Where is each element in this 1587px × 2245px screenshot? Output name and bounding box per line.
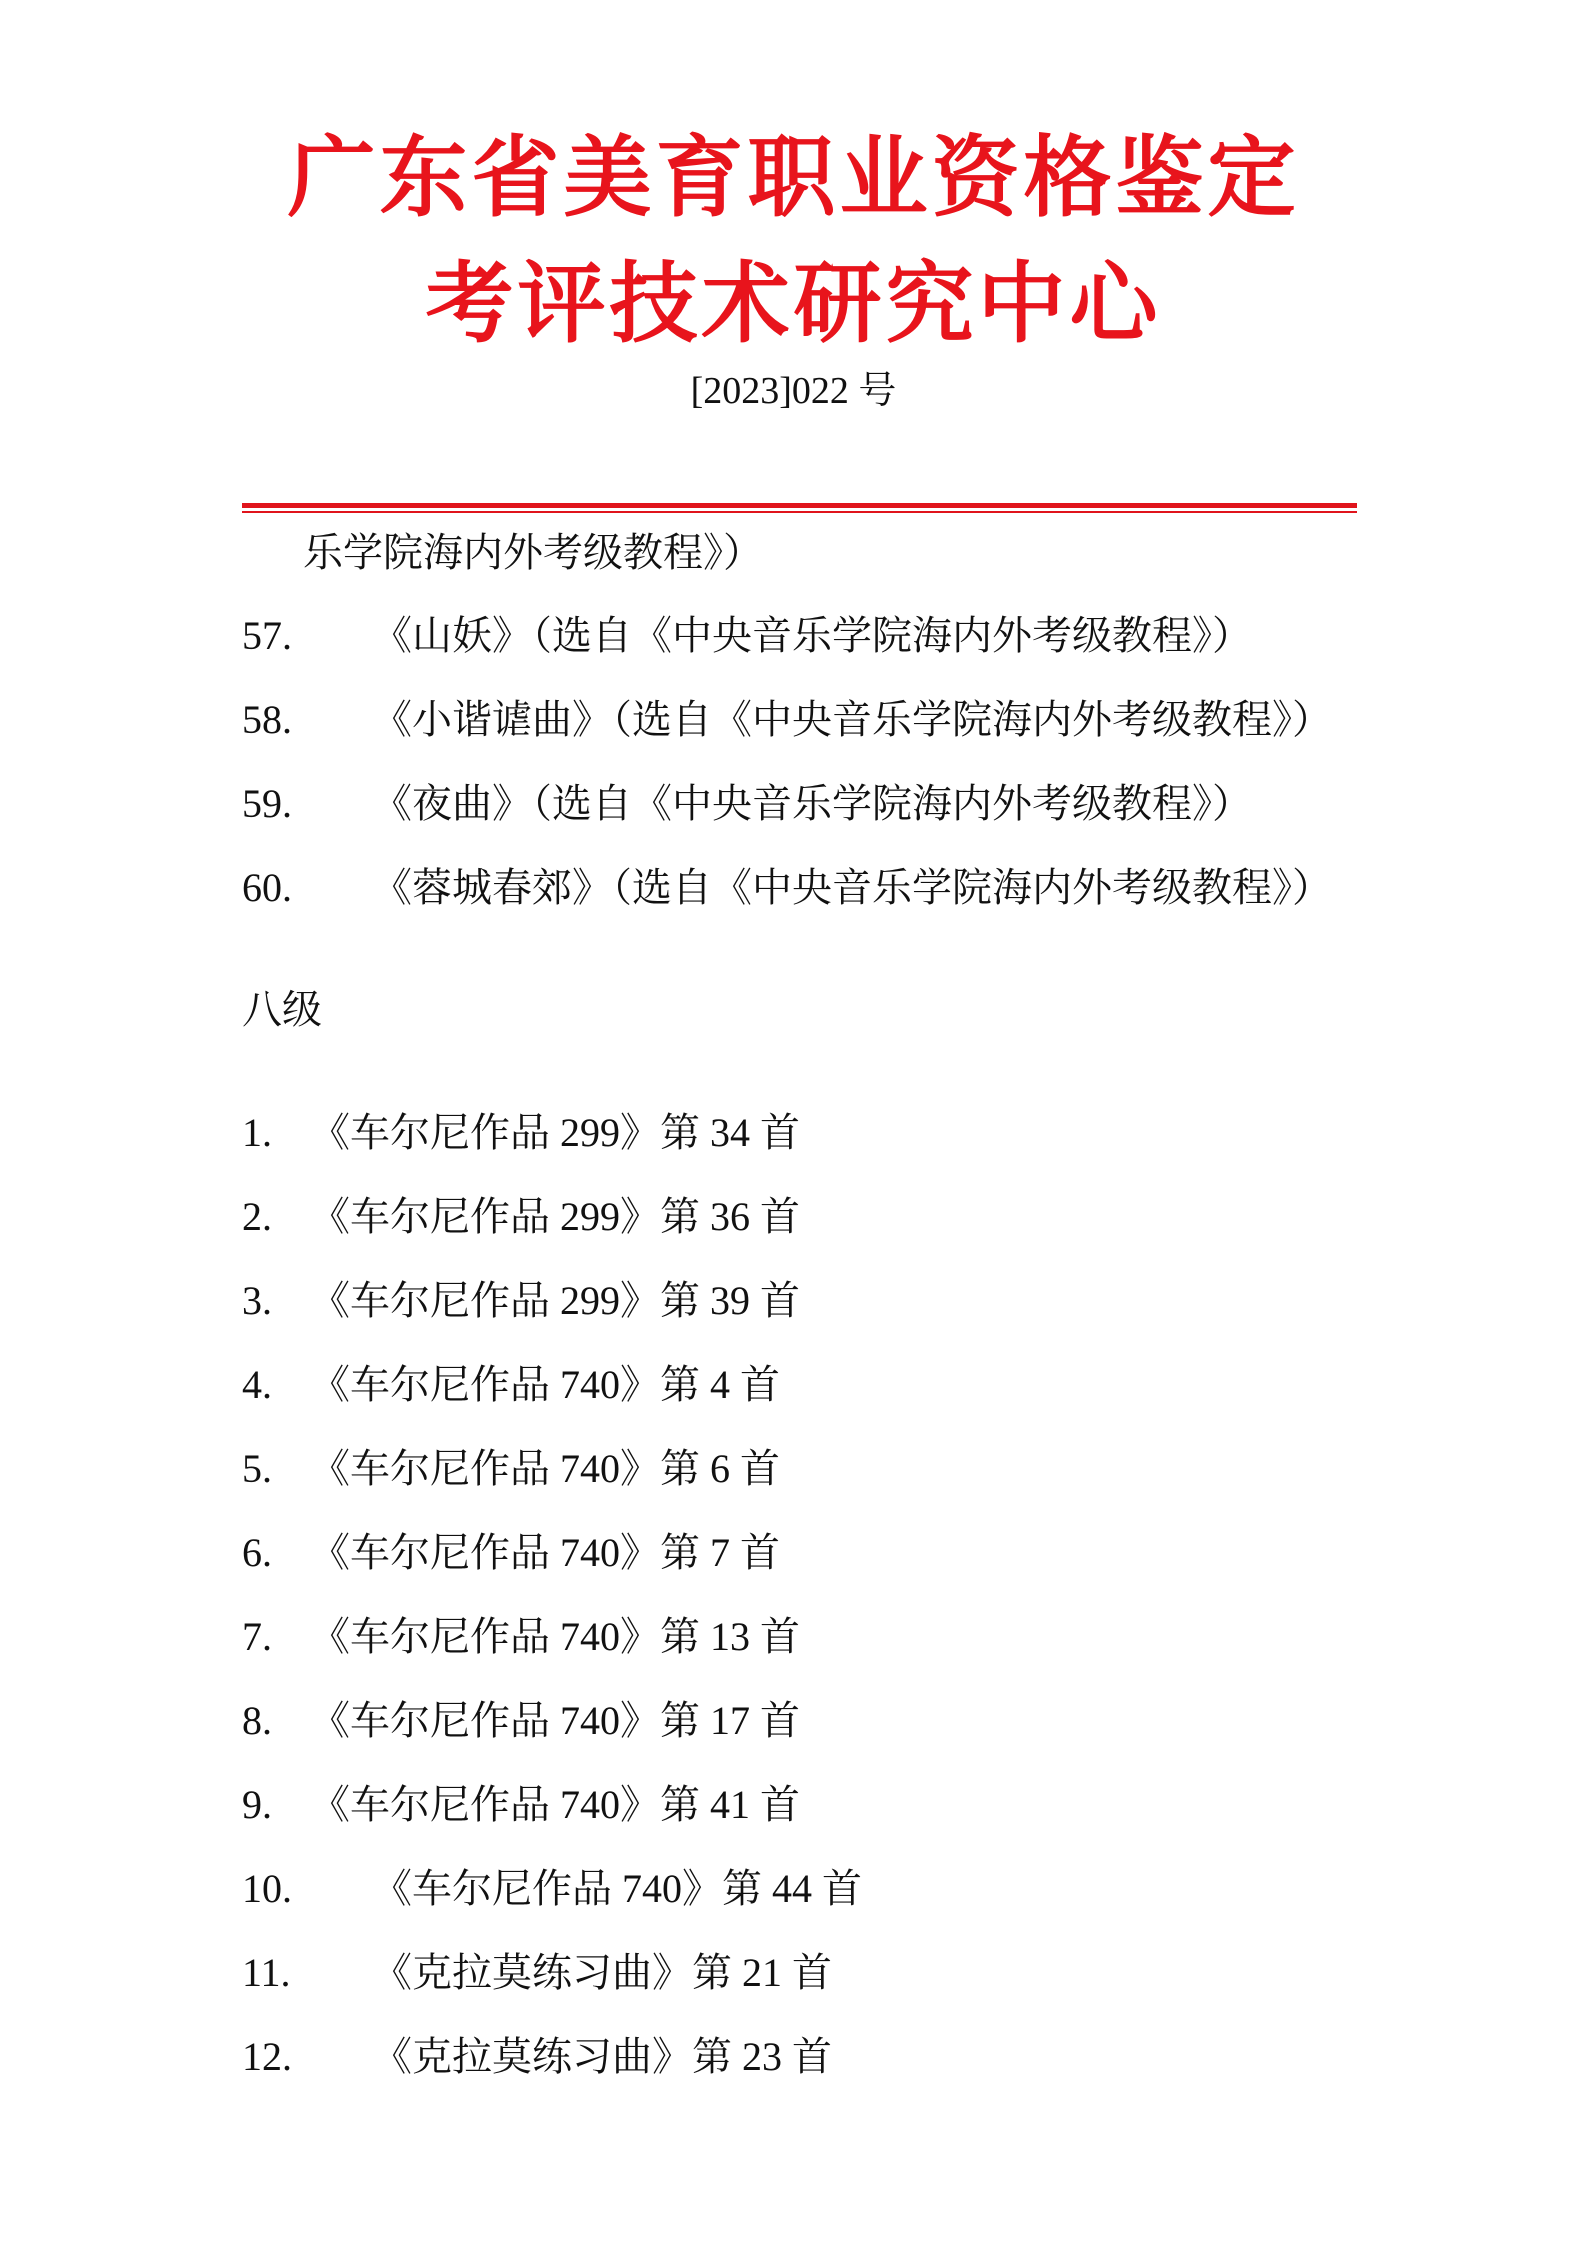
list-item-text: 《车尔尼作品 740》第 7 首 [310, 1530, 780, 1575]
list-item-number: 8. [242, 1698, 272, 1743]
header-title-line1: 广东省美育职业资格鉴定 [287, 131, 1300, 228]
list-item-number: 3. [242, 1278, 272, 1323]
list-item-number: 58. [242, 697, 292, 742]
list-item-text: 《车尔尼作品 740》第 44 首 [372, 1866, 862, 1911]
list-item-number: 7. [242, 1614, 272, 1659]
document-number: [2023]022 号 [690, 370, 897, 412]
list-item-text: 《山妖》（选自《中央音乐学院海内外考级教程》） [372, 613, 1252, 658]
header-title-line2: 考评技术研究中心 [425, 257, 1162, 354]
list-item-text: 《车尔尼作品 299》第 34 首 [310, 1110, 800, 1155]
list-item-text: 《车尔尼作品 299》第 36 首 [310, 1194, 800, 1239]
list-item-text: 《车尔尼作品 740》第 6 首 [310, 1446, 780, 1491]
list-item-number: 60. [242, 865, 292, 910]
list-item-text: 《车尔尼作品 740》第 17 首 [310, 1698, 800, 1743]
list-item-number: 5. [242, 1446, 272, 1491]
list-item-number: 9. [242, 1782, 272, 1827]
list-item-number: 59. [242, 781, 292, 826]
list-item-text: 《车尔尼作品 299》第 39 首 [310, 1278, 800, 1323]
list-item-text: 《夜曲》（选自《中央音乐学院海内外考级教程》） [372, 781, 1252, 826]
list-item-text: 《蓉城春郊》（选自《中央音乐学院海内外考级教程》） [372, 865, 1332, 910]
list-item-text: 《车尔尼作品 740》第 4 首 [310, 1362, 780, 1407]
list-item-text: 《小谐谑曲》（选自《中央音乐学院海内外考级教程》） [372, 697, 1332, 742]
list-item-number: 10. [242, 1866, 292, 1911]
list-item-number: 1. [242, 1110, 272, 1155]
list-item-number: 57. [242, 613, 292, 658]
list-item-number: 6. [242, 1530, 272, 1575]
list-item-text: 《车尔尼作品 740》第 41 首 [310, 1782, 800, 1827]
section-heading-level8: 八级 [242, 987, 322, 1032]
list-item-number: 2. [242, 1194, 272, 1239]
list-item-number: 4. [242, 1362, 272, 1407]
list-item-number: 11. [242, 1950, 291, 1995]
list-item-text: 《克拉莫练习曲》第 23 首 [372, 2034, 832, 2079]
header-rule-thick [242, 503, 1357, 508]
list-item-text: 《车尔尼作品 740》第 13 首 [310, 1614, 800, 1659]
list-item-text: 《克拉莫练习曲》第 21 首 [372, 1950, 832, 1995]
list-item-number: 12. [242, 2034, 292, 2079]
continuation-text: 乐学院海内外考级教程》） [303, 530, 763, 575]
header-rule-thin [242, 511, 1357, 513]
